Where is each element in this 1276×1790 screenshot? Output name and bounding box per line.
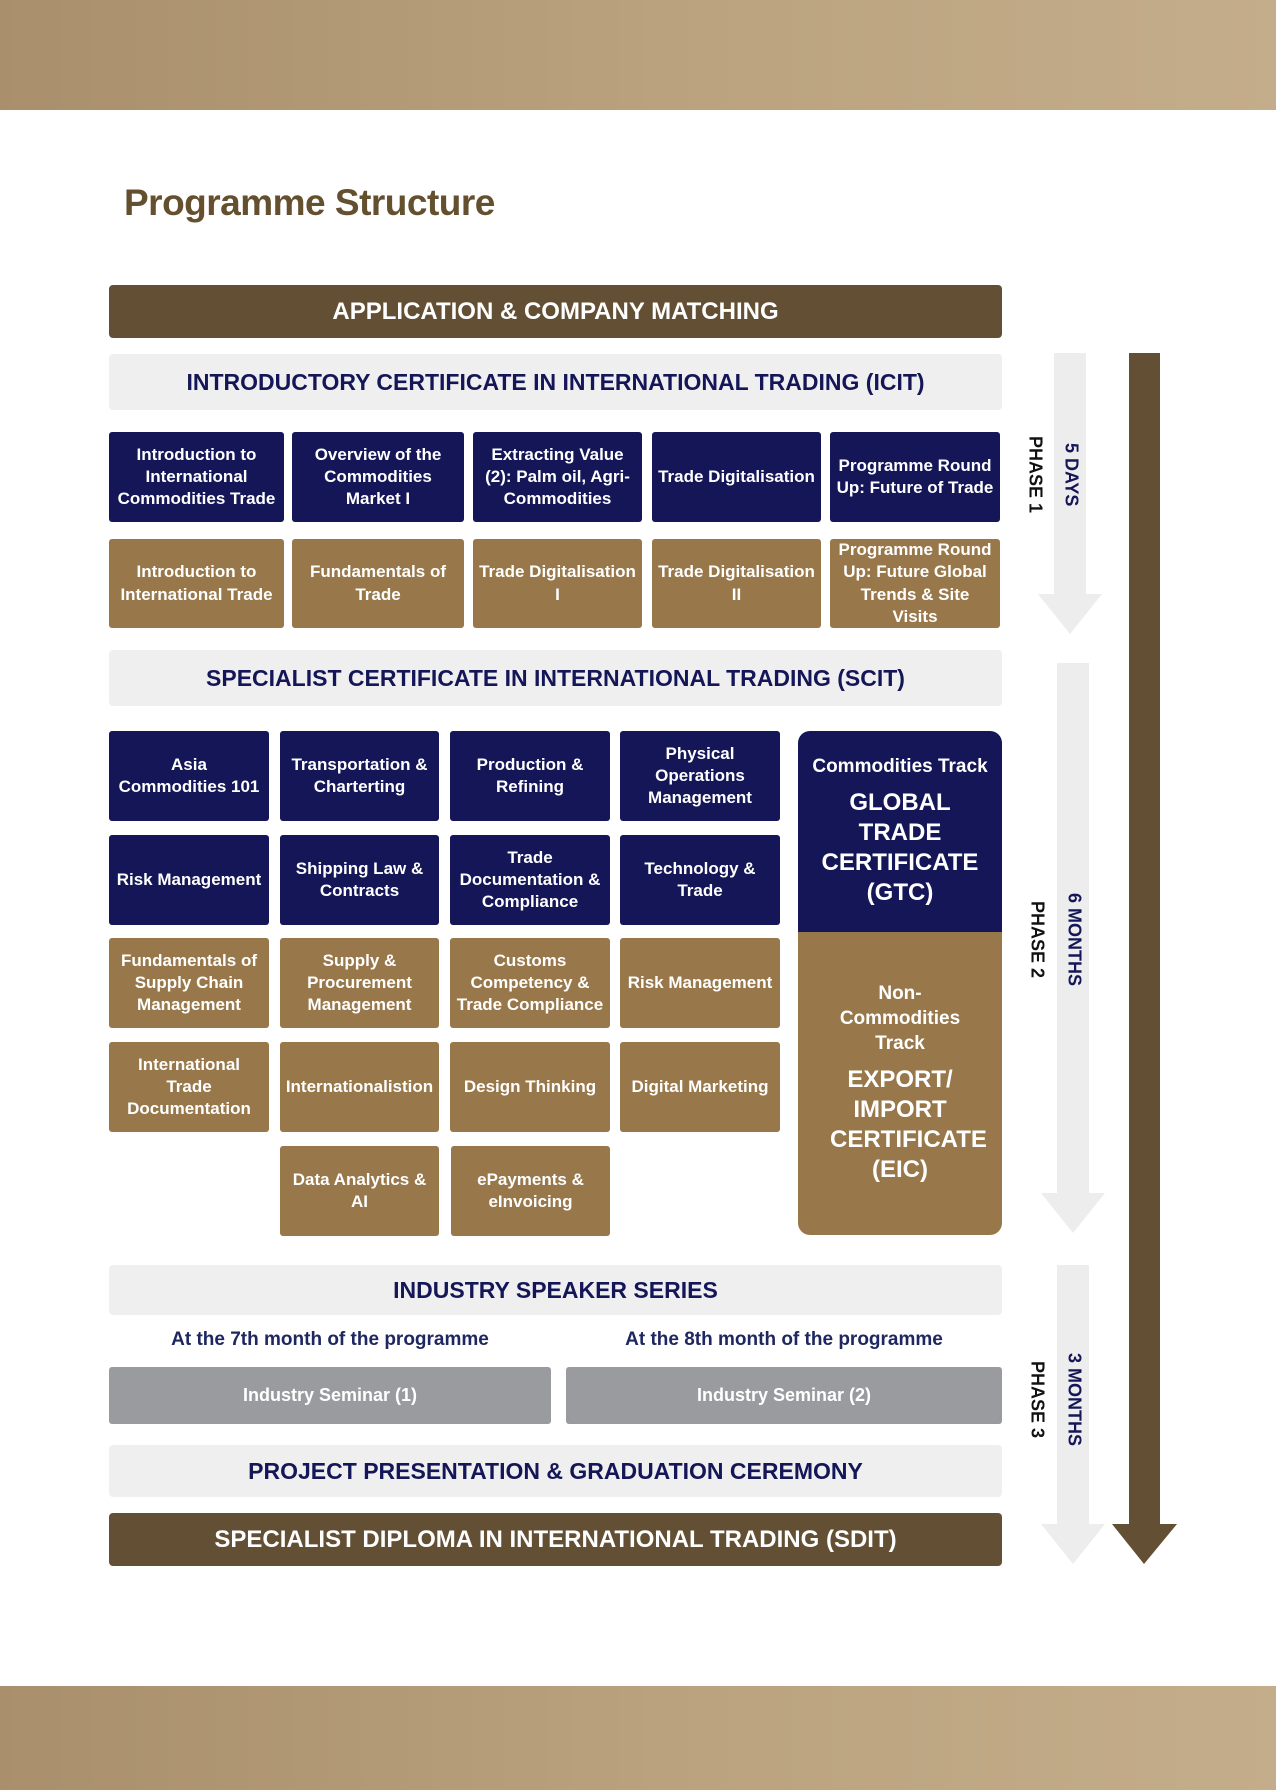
scit-gold-module: International Trade Documentation <box>109 1042 269 1132</box>
application-bar: APPLICATION & COMPANY MATCHING <box>109 285 1002 338</box>
phase-2-label: PHASE 2 <box>1027 901 1048 979</box>
icit-gold-module: Programme Round Up: Future Global Trends & Site Visits <box>830 539 1000 628</box>
icit-heading: INTRODUCTORY CERTIFICATE IN INTERNATIONAL TRADING (ICIT) <box>109 354 1002 410</box>
diploma-bar: SPECIALIST DIPLOMA IN INTERNATIONAL TRADING (SDIT) <box>109 1513 1002 1566</box>
page-title: Programme Structure <box>124 182 495 223</box>
scit-navy-module: Asia Commodities 101 <box>109 731 269 821</box>
industry-seminar-1: Industry Seminar (1) <box>109 1367 551 1424</box>
eic-certificate: EXPORT/ IMPORT CERTIFICATE (EIC) <box>830 1065 987 1183</box>
scit-gold-module: ePayments & eInvoicing <box>451 1146 610 1236</box>
commodities-track <box>798 731 1002 932</box>
commodities-track-label: Commodities Track <box>812 756 988 778</box>
scit-gold-module: Data Analytics & AI <box>280 1146 439 1236</box>
icit-gold-module: Trade Digitalisation I <box>473 539 642 628</box>
icit-gold-module: Introduction to International Trade <box>109 539 284 628</box>
scit-gold-module: Risk Management <box>620 938 780 1028</box>
industry-seminar-2: Industry Seminar (2) <box>566 1367 1002 1424</box>
non-commodities-track <box>798 932 1002 1235</box>
gtc-certificate: GLOBAL TRADE CERTIFICATE (GTC) <box>821 788 979 906</box>
phase-1-duration: 5 DAYS <box>1061 443 1082 507</box>
icit-navy-module: Introduction to International Commodities Trade <box>109 432 284 522</box>
icit-navy-module: Extracting Value (2): Palm oil, Agri-Commodities <box>473 432 642 522</box>
scit-navy-module: Production & Refining <box>450 731 610 821</box>
phase-3-label: PHASE 3 <box>1027 1361 1048 1439</box>
scit-navy-module: Physical Operations Management <box>620 731 780 821</box>
scit-gold-module: Supply & Procurement Management <box>280 938 439 1028</box>
non-commodities-track-label: Non-Commodities Track <box>839 983 961 1054</box>
overall-timeline-arrow <box>1112 353 1177 1564</box>
icit-gold-module: Fundamentals of Trade <box>292 539 464 628</box>
scit-navy-module: Risk Management <box>109 835 269 925</box>
scit-heading: SPECIALIST CERTIFICATE IN INTERNATIONAL TRADING (SCIT) <box>109 650 1002 706</box>
phase-1-label: PHASE 1 <box>1025 436 1046 514</box>
scit-gold-module: Fundamentals of Supply Chain Management <box>109 938 269 1028</box>
scit-navy-module: Shipping Law & Contracts <box>280 835 439 925</box>
graduation-heading: PROJECT PRESENTATION & GRADUATION CEREMONY <box>109 1445 1002 1497</box>
scit-gold-module: Digital Marketing <box>620 1042 780 1132</box>
scit-gold-module: Internationalistion <box>280 1042 439 1132</box>
scit-gold-module: Customs Competency & Trade Compliance <box>450 938 610 1028</box>
scit-navy-module: Transportation & Charterting <box>280 731 439 821</box>
phase-3-duration: 3 MONTHS <box>1064 1353 1085 1447</box>
speaker-series-heading: INDUSTRY SPEAKER SERIES <box>109 1265 1002 1315</box>
scit-navy-module: Technology & Trade <box>620 835 780 925</box>
icit-navy-module: Overview of the Commodities Market I <box>292 432 464 522</box>
month-7-note: At the 7th month of the programme <box>171 1329 489 1350</box>
icit-navy-module: Trade Digitalisation <box>652 432 821 522</box>
icit-gold-module: Trade Digitalisation II <box>652 539 821 628</box>
scit-navy-module: Trade Documentation & Compliance <box>450 835 610 925</box>
scit-gold-module: Design Thinking <box>450 1042 610 1132</box>
icit-navy-module: Programme Round Up: Future of Trade <box>830 432 1000 522</box>
month-8-note: At the 8th month of the programme <box>625 1329 943 1350</box>
phase-2-duration: 6 MONTHS <box>1064 893 1085 987</box>
